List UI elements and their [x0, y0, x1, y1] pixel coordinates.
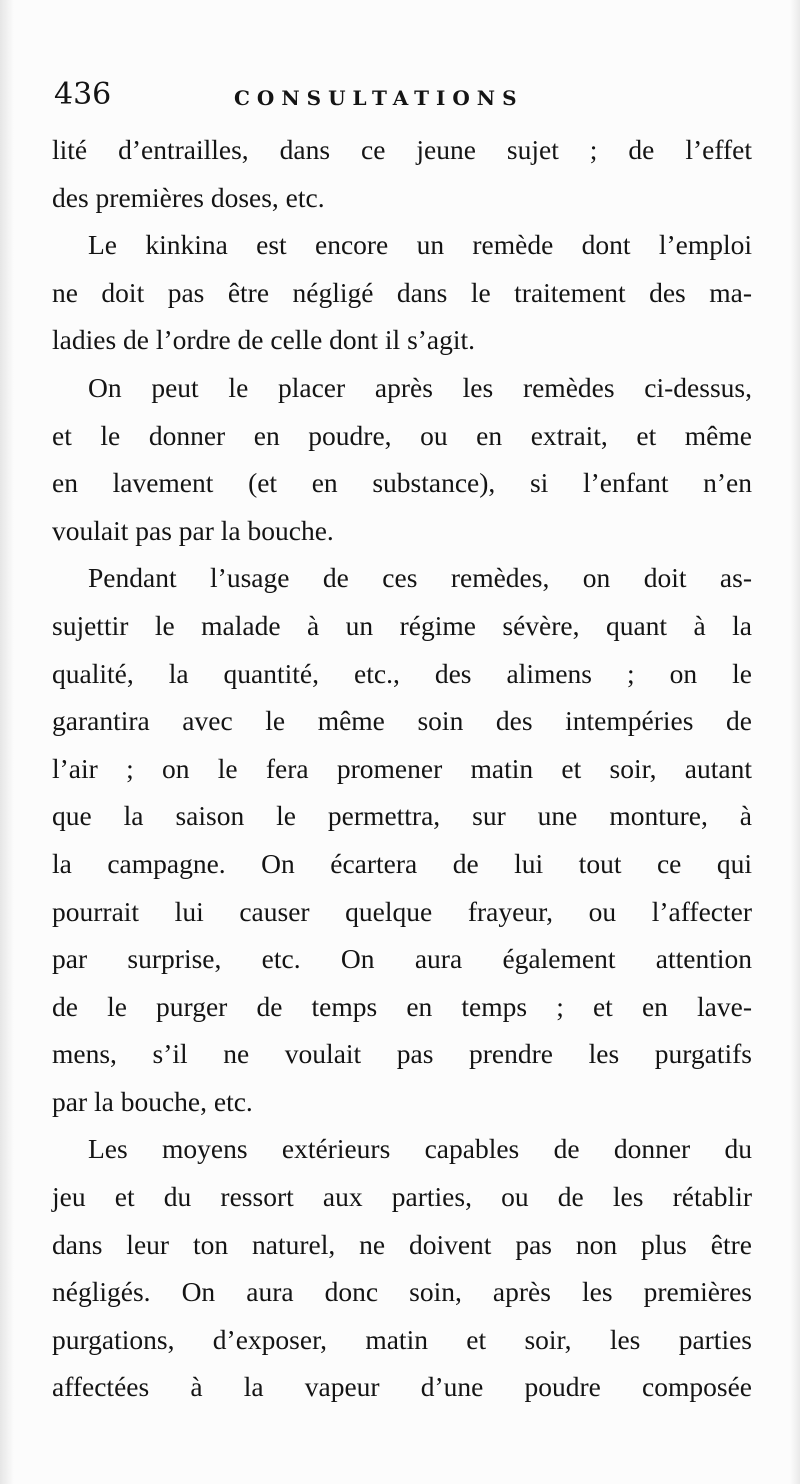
- text-line: Les moyens extérieurs capables de donner du: [88, 1133, 752, 1165]
- text-line: par surprise, etc. On aura également attention: [52, 943, 752, 975]
- text-line: que la saison le permettra, sur une monture, à: [52, 800, 752, 832]
- page-number: 436: [54, 77, 112, 112]
- body-text: [52, 126, 752, 1411]
- text-line: en lavement (et en substance), si l’enfant n’en: [52, 467, 752, 499]
- text-line: On peut le placer après les remèdes ci-dessus,: [88, 371, 752, 403]
- page-header: [54, 72, 754, 122]
- text-line: la campagne. On écartera de lui tout ce qui: [52, 847, 752, 879]
- text-line: et le donner en poudre, ou en extrait, et même: [52, 419, 752, 451]
- text-line: négligés. On aura donc soin, après les premières: [52, 1276, 752, 1308]
- text-line: par la bouche, etc.: [52, 1085, 253, 1117]
- text-line: Le kinkina est encore un remède dont l’emploi: [88, 229, 752, 261]
- text-line: affectées à la vapeur d’une poudre composée: [52, 1371, 752, 1403]
- text-line: jeu et du ressort aux parties, ou de les rétablir: [52, 1181, 752, 1213]
- text-line: sujettir le malade à un régime sévère, quant à la: [52, 609, 752, 641]
- text-line: ladies de l’ordre de celle dont il s’agit.: [52, 324, 476, 356]
- text-line: voulait pas par la bouche.: [52, 514, 334, 546]
- text-line: Pendant l’usage de ces remèdes, on doit as-: [88, 562, 752, 594]
- scan-shadow-right: [790, 0, 800, 1484]
- text-line: mens, s’il ne voulait pas prendre les purgatifs: [52, 1038, 752, 1070]
- scan-shadow-left: [0, 0, 14, 1484]
- text-line: pourrait lui causer quelque frayeur, ou l’affecter: [52, 895, 752, 927]
- text-line: l’air ; on le fera promener matin et soir, autant: [52, 752, 752, 784]
- text-line: de le purger de temps en temps ; et en lave-: [52, 990, 752, 1022]
- text-line: garantira avec le même soin des intempéries de: [52, 705, 752, 737]
- text-line: des premières doses, etc.: [52, 181, 325, 213]
- text-line: purgations, d’exposer, matin et soir, les parties: [52, 1323, 752, 1355]
- text-line: qualité, la quantité, etc., des alimens ; on le: [52, 657, 752, 689]
- running-title: CONSULTATIONS: [234, 86, 524, 110]
- text-line: dans leur ton naturel, ne doivent pas non plus être: [52, 1228, 752, 1260]
- text-line: lité d’entrailles, dans ce jeune sujet ; de l’effet: [52, 134, 752, 165]
- text-line: ne doit pas être négligé dans le traitement des ma-: [52, 276, 752, 308]
